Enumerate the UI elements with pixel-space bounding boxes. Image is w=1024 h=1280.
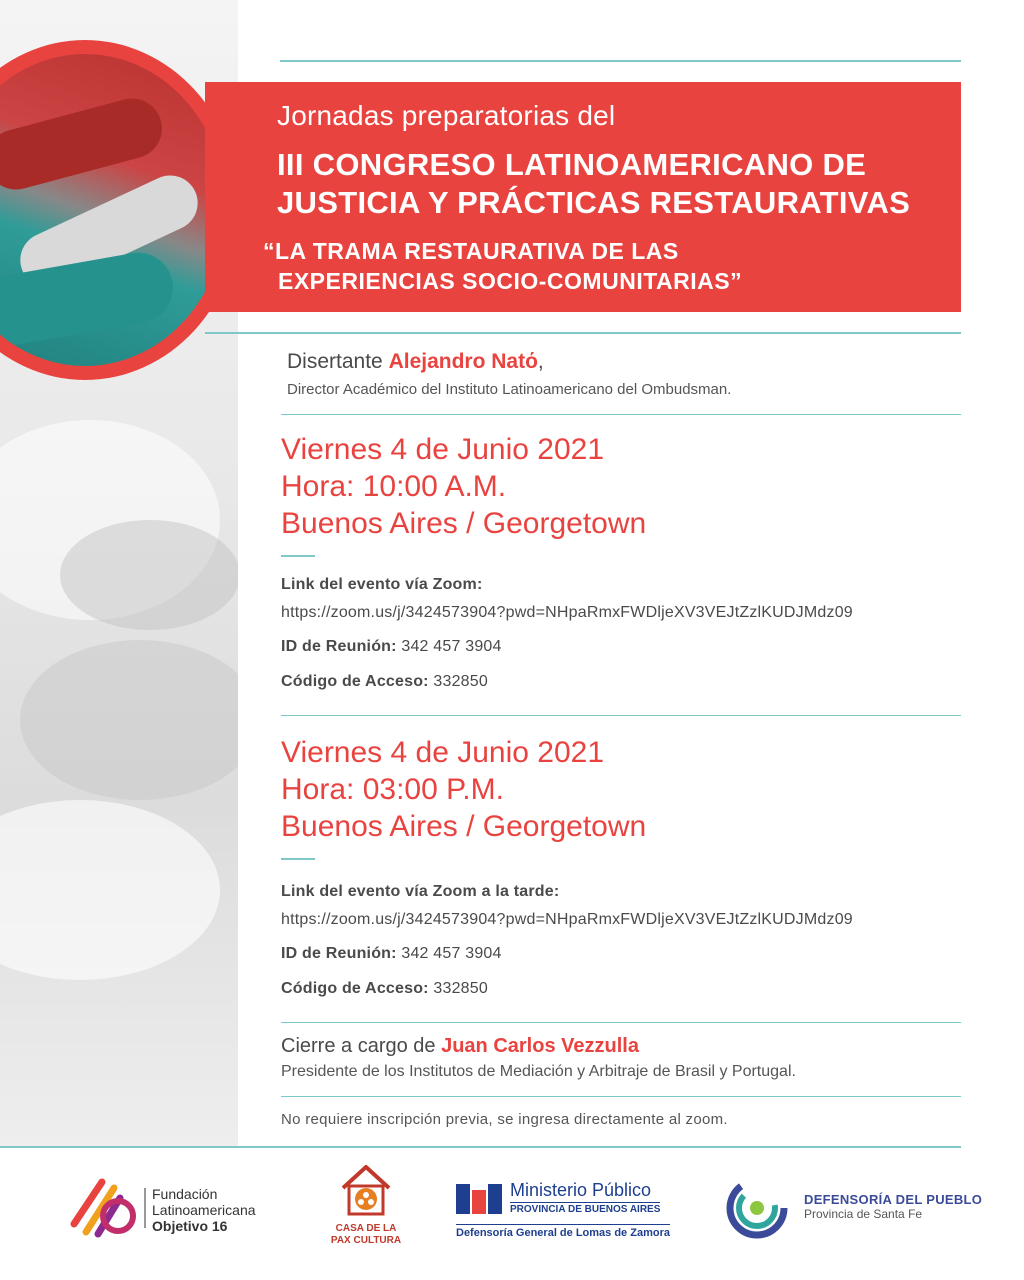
divider-speaker — [281, 414, 961, 415]
casa-line1: CASA DE LA — [335, 1223, 397, 1234]
casa-line2: PAX CULTURA — [330, 1235, 402, 1246]
defensoria-logo — [724, 1176, 983, 1245]
session-2-place: Buenos Aires / Georgetown — [281, 810, 647, 843]
closing-name: Juan Carlos Vezzulla — [441, 1035, 639, 1057]
session-1-accent-line — [281, 555, 315, 557]
session-2-id-value: 342 457 3904 — [401, 945, 502, 962]
ministerio-title: Ministerio Público — [510, 1180, 652, 1200]
defensoria-line1: DEFENSORÍA DEL PUEBLO — [804, 1192, 983, 1207]
header-subtitle-line1: “LA TRAMA RESTAURATIVA DE LAS — [263, 238, 679, 264]
session-1-place: Buenos Aires / Georgetown — [281, 507, 647, 540]
ministerio-sub: PROVINCIA DE BUENOS AIRES — [510, 1204, 661, 1215]
session-1-zoom-link[interactable]: https://zoom.us/j/3424573904?pwd=NHpaRmxFWDljeXV3VEJtZzlKUDJMdz09 — [281, 604, 853, 621]
speaker-line — [287, 350, 544, 374]
session-2-time: Hora: 03:00 P.M. — [281, 773, 504, 806]
fundacion-logo — [68, 1174, 256, 1245]
closing-role: Presidente de los Institutos de Mediación y Arbitraje de Brasil y Portugal. — [281, 1063, 796, 1080]
speaker-prefix: Disertante — [287, 350, 383, 373]
defensoria-line2: Provincia de Santa Fe — [804, 1207, 923, 1221]
footer-logos — [0, 1148, 1024, 1280]
registration-note: No requiere inscripción previa, se ingresa directamente al zoom. — [281, 1111, 728, 1128]
fundacion-line1: Fundación — [152, 1186, 218, 1202]
ministerio-bottom: Defensoría General de Lomas de Zamora — [456, 1224, 670, 1239]
session-1-meeting-id — [281, 638, 502, 656]
session-2-zoom-link[interactable]: https://zoom.us/j/3424573904?pwd=NHpaRmxFWDljeXV3VEJtZzlKUDJMdz09 — [281, 911, 853, 928]
header-subtitle — [263, 236, 742, 296]
defensoria-text — [804, 1192, 982, 1221]
divider-closing — [281, 1096, 961, 1097]
session-1-code-label: Código de Acceso: — [281, 673, 429, 690]
session-1-code-value: 332850 — [433, 673, 488, 690]
closing-prefix: Cierre a cargo de — [281, 1035, 436, 1057]
session-2-meeting-id — [281, 945, 502, 963]
session-2-header — [281, 734, 646, 845]
divider-header-bottom — [205, 332, 961, 334]
header-subtitle-line2: EXPERIENCIAS SOCIO-COMUNITARIAS” — [278, 268, 743, 294]
ministerio-icon — [456, 1182, 504, 1216]
casa-house-icon — [339, 1162, 393, 1218]
header-intro: Jornadas preparatorias del — [277, 100, 616, 131]
divider-session-2 — [281, 1022, 961, 1023]
speaker-name: Alejandro Natό — [388, 350, 538, 373]
session-1-id-label: ID de Reunión: — [281, 638, 397, 655]
speaker-role: Director Académico del Instituto Latinoamericano del Ombudsman. — [287, 381, 732, 398]
ministerio-text — [510, 1180, 660, 1215]
session-1-access-code — [281, 673, 488, 691]
session-2-access-code — [281, 980, 488, 998]
header-title-line1: III CONGRESO LATINOAMERICANO DE — [277, 147, 867, 182]
session-2-link-label: Link del evento vía Zoom a la tarde: — [281, 883, 560, 900]
session-1-time: Hora: 10:00 A.M. — [281, 470, 507, 503]
speaker-comma: , — [537, 350, 544, 373]
casa-logo — [328, 1162, 404, 1247]
session-1-id-value: 342 457 3904 — [401, 638, 502, 655]
header-title-line2: JUSTICIA Y PRÁCTICAS RESTAURATIVAS — [277, 185, 911, 220]
divider-session-1 — [281, 715, 961, 716]
session-1-date: Viernes 4 de Junio 2021 — [281, 433, 605, 466]
fundacion-text — [152, 1186, 256, 1234]
session-1-link-label: Link del evento vía Zoom: — [281, 576, 483, 593]
session-2-date: Viernes 4 de Junio 2021 — [281, 736, 605, 769]
fundacion-icon — [68, 1174, 140, 1240]
session-2-accent-line — [281, 858, 315, 860]
ministerio-logo — [456, 1180, 670, 1239]
session-1-header — [281, 431, 646, 542]
casa-text — [328, 1223, 404, 1247]
defensoria-icon — [724, 1176, 790, 1240]
fundacion-line2: Latinoamericana — [152, 1202, 256, 1218]
session-2-code-label: Código de Acceso: — [281, 980, 429, 997]
header-title — [277, 146, 910, 222]
session-2-code-value: 332850 — [433, 980, 488, 997]
divider-top — [280, 60, 961, 62]
closing-line — [281, 1035, 639, 1058]
session-2-id-label: ID de Reunión: — [281, 945, 397, 962]
fundacion-line3: Objetivo 16 — [152, 1218, 228, 1234]
